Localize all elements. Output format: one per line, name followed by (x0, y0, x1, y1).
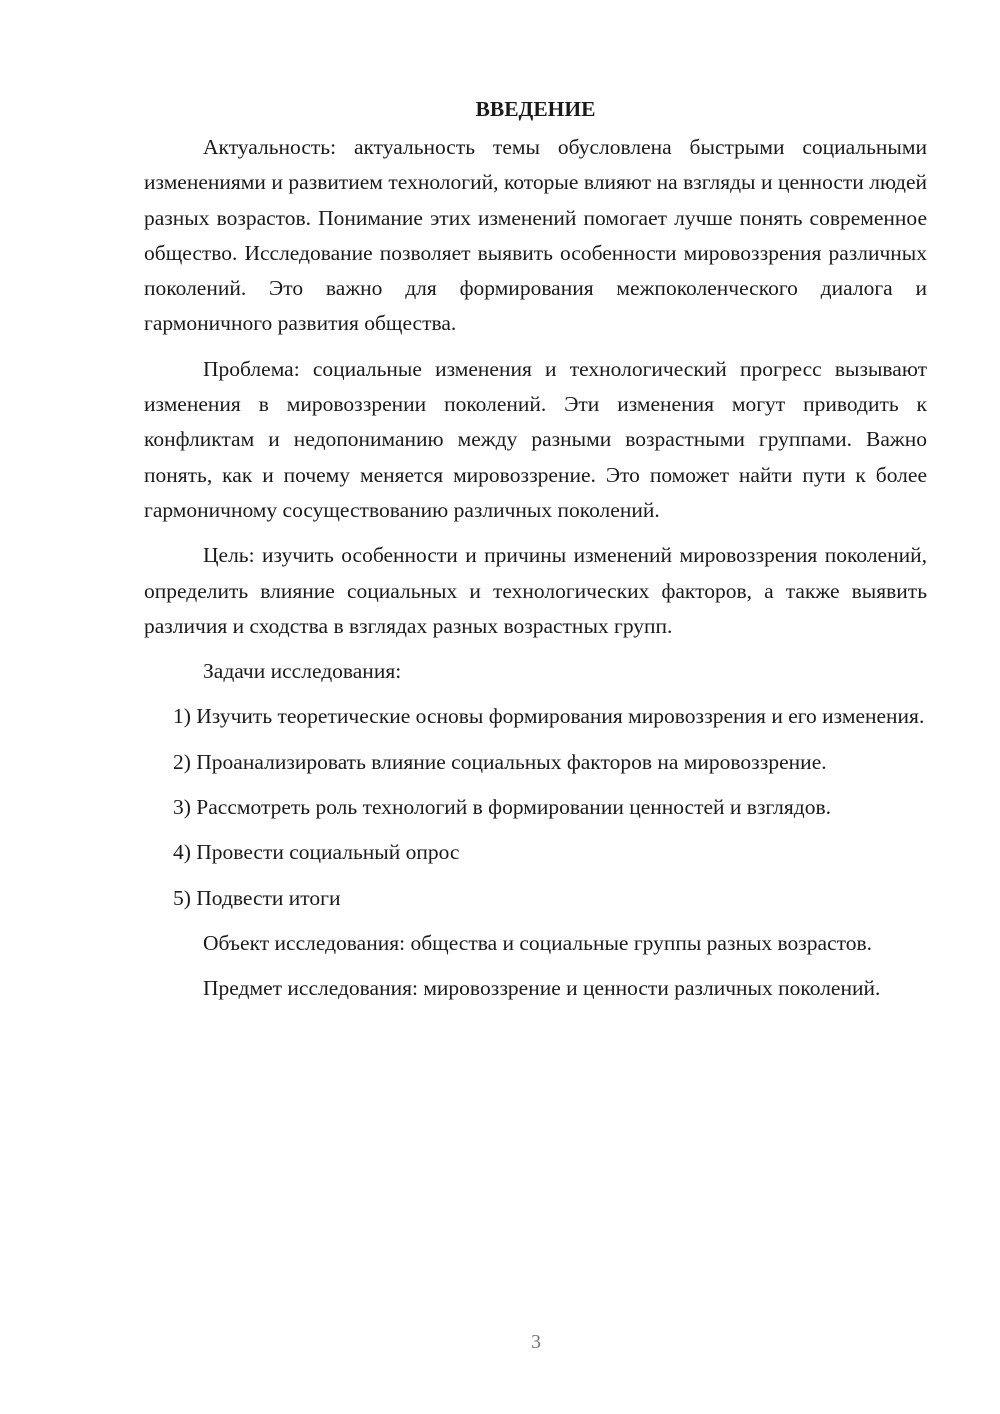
paragraph-subject: Предмет исследования: мировоззрение и ценности различных поколений. (203, 976, 881, 1001)
list-item: 1) Изучить теоретические основы формирования мировоззрения и его изменения. (173, 704, 925, 729)
tasks-list (144, 699, 927, 915)
paragraph-problem: Проблема: социальные изменения и технологический прогресс вызывают изменения в мировоззрении поколений. Эти изменения могут приводить к конфликтам и недопониманию между разными возрастными группами. Важно понять, как и почему меняется мировоззрение. Это поможет найти пути к более гармоничному сосуществованию различных поколений. (144, 356, 927, 522)
paragraph-tasks-intro: Задачи исследования: (203, 659, 402, 684)
list-item: 4) Провести социальный опрос (173, 840, 460, 865)
document-page (144, 92, 927, 1017)
list-item: 3) Рассмотреть роль технологий в формировании ценностей и взглядов. (173, 795, 831, 820)
paragraph-object: Объект исследования: общества и социальные группы разных возрастов. (203, 930, 873, 955)
paragraph-goal: Цель: изучить особенности и причины изменений мировоззрения поколений, определить влияние социальных и технологических факторов, а также выявить различия и сходства в взглядах разных возрастных групп. (144, 543, 927, 638)
list-item: 5) Подвести итоги (173, 885, 341, 910)
paragraph-relevance: Актуальность: актуальность темы обусловлена быстрыми социальными изменениями и развитием технологий, которые влияют на взгляды и ценности людей разных возрастов. Понимание этих изменений помогает лучше понять современное общество. Исследование позволяет выявить особенности мировоззрения различных поколений. Это важно для формирования межпоколенческого диалога и гармоничного развития общества. (144, 135, 927, 336)
page-title: ВВЕДЕНИЕ (475, 97, 596, 121)
list-item: 2) Проанализировать влияние социальных факторов на мировоззрение. (173, 749, 827, 774)
page-number: 3 (531, 1331, 541, 1353)
